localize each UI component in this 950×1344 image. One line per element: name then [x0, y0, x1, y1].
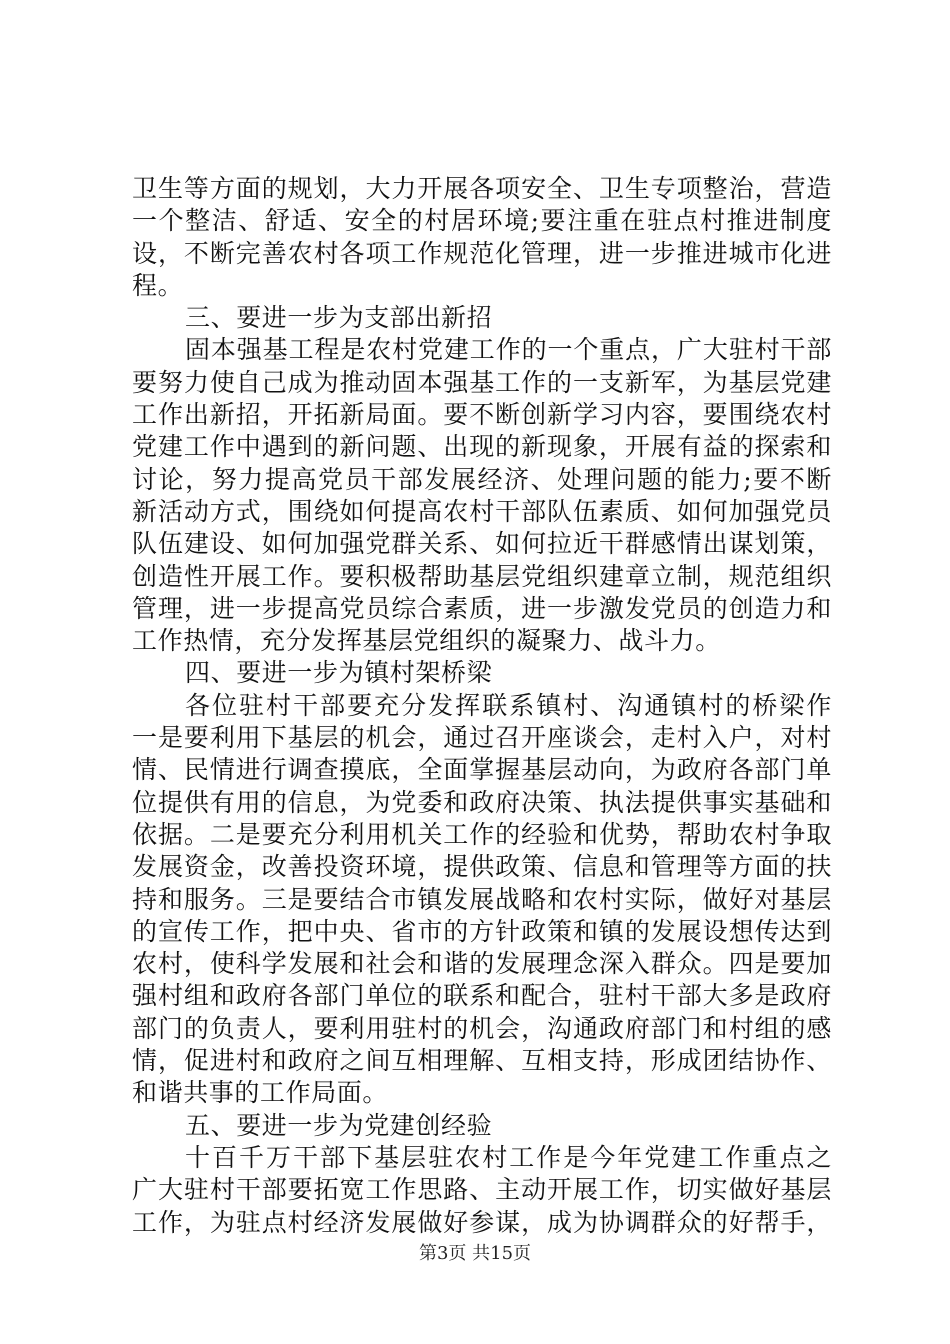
text-line: 的宣传工作，把中央、省市的方针政策和镇的发展设想传达到	[132, 916, 832, 946]
text-line: 五、要进一步为党建创经验	[185, 1110, 493, 1140]
text-line: 农村，使科学发展和社会和谐的发展理念深入群众。四是要加	[132, 949, 832, 979]
text-line: 设，不断完善农村各项工作规范化管理，进一步推进城市化进	[132, 238, 832, 268]
text-line: 一是要利用下基层的机会，通过召开座谈会，走村入户，对村	[132, 723, 832, 753]
text-line: 创造性开展工作。要积极帮助基层党组织建章立制，规范组织	[132, 561, 832, 591]
text-line: 程。	[132, 270, 184, 300]
text-line: 管理，进一步提高党员综合素质，进一步激发党员的创造力和	[132, 593, 832, 623]
text-line: 工作出新招，开拓新局面。要不断创新学习内容，要围绕农村	[132, 400, 832, 430]
text-line: 和谐共事的工作局面。	[132, 1078, 389, 1108]
text-line: 广大驻村干部要拓宽工作思路、主动开展工作，切实做好基层	[132, 1175, 832, 1205]
text-line: 工作，为驻点村经济发展做好参谋，成为协调群众的好帮手，	[132, 1207, 832, 1237]
text-line: 发展资金，改善投资环境，提供政策、信息和管理等方面的扶	[132, 852, 832, 882]
text-line: 四、要进一步为镇村架桥梁	[185, 658, 493, 688]
text-line: 十百千万干部下基层驻农村工作是今年党建工作重点之	[185, 1142, 832, 1172]
text-line: 部门的负责人，要利用驻村的机会，沟通政府部门和村组的感	[132, 1013, 832, 1043]
text-line: 强村组和政府各部门单位的联系和配合，驻村干部大多是政府	[132, 981, 832, 1011]
text-line: 依据。二是要充分利用机关工作的经验和优势，帮助农村争取	[132, 819, 832, 849]
text-line: 情、民情进行调查摸底，全面掌握基层动向，为政府各部门单	[132, 755, 832, 785]
text-line: 各位驻村干部要充分发挥联系镇村、沟通镇村的桥梁作	[185, 690, 832, 720]
text-line: 三、要进一步为支部出新招	[185, 303, 493, 333]
text-line: 讨论，努力提高党员干部发展经济、处理问题的能力;要不断	[132, 464, 832, 494]
text-line: 一个整洁、舒适、安全的村居环境;要注重在驻点村推进制度	[132, 206, 832, 236]
text-line: 工作热情，充分发挥基层党组织的凝聚力、战斗力。	[132, 626, 721, 656]
page-footer: 第3页 共15页	[418, 1243, 532, 1264]
text-line: 固本强基工程是农村党建工作的一个重点，广大驻村干部	[185, 335, 832, 365]
text-line: 持和服务。三是要结合市镇发展战略和农村实际，做好对基层	[132, 884, 832, 914]
text-line: 队伍建设、如何加强党群关系、如何拉近干群感情出谋划策，	[132, 529, 832, 559]
text-line: 位提供有用的信息，为党委和政府决策、执法提供事实基础和	[132, 787, 832, 817]
body-text	[132, 173, 832, 1239]
text-line: 要努力使自己成为推动固本强基工作的一支新军，为基层党建	[132, 367, 832, 397]
text-line: 卫生等方面的规划，大力开展各项安全、卫生专项整治，营造	[132, 174, 832, 203]
text-line: 党建工作中遇到的新问题、出现的新现象，开展有益的探索和	[132, 432, 832, 462]
text-line: 新活动方式，围绕如何提高农村干部队伍素质、如何加强党员	[132, 496, 832, 526]
text-line: 情，促进村和政府之间互相理解、互相支持，形成团结协作、	[132, 1046, 832, 1076]
